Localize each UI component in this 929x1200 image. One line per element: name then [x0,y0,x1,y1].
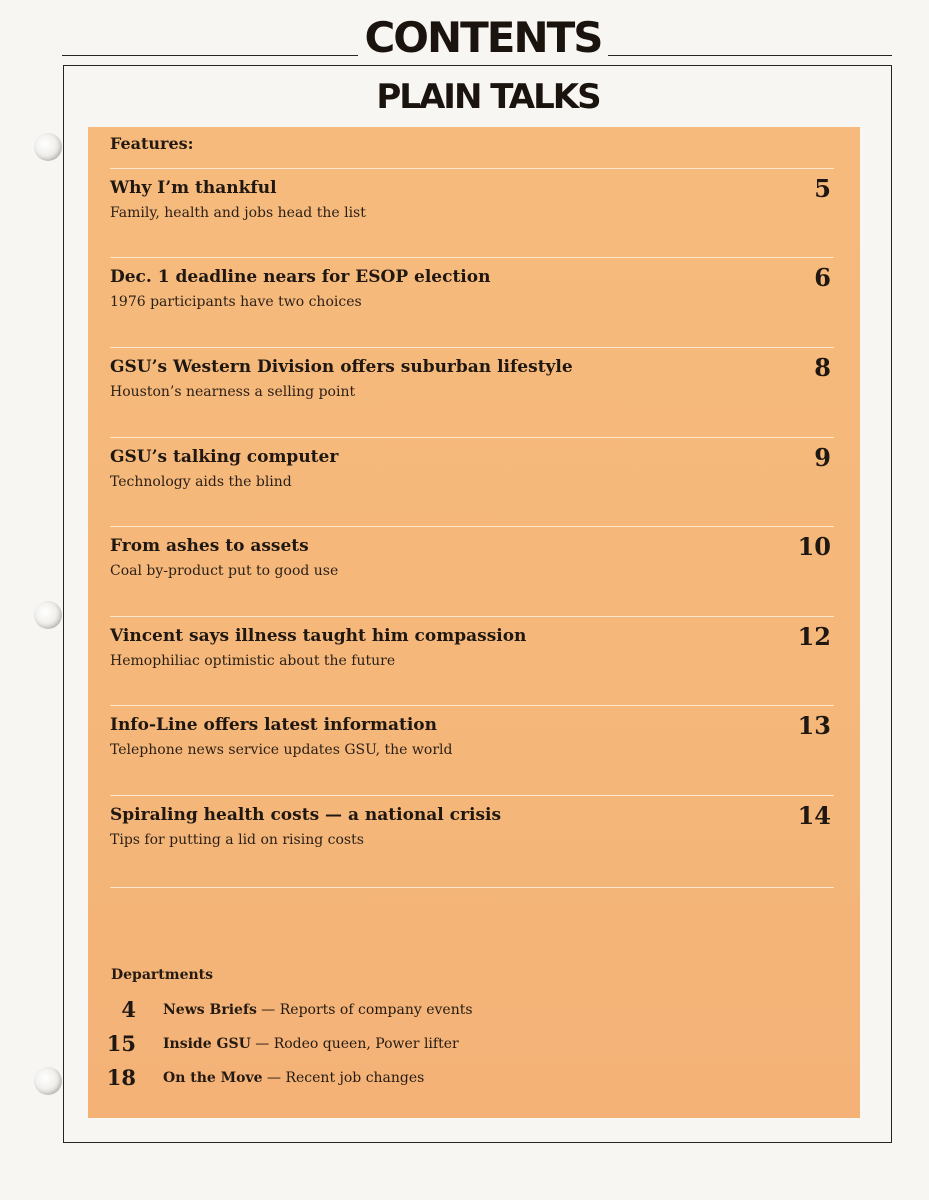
department-separator: — [256,1002,280,1018]
feature-item[interactable] [110,801,834,865]
department-page-number: 4 [121,997,136,1022]
feature-subtitle: Technology aids the blind [110,474,292,490]
feature-divider [110,168,834,169]
departments-heading: Departments [111,967,213,983]
feature-item[interactable] [110,174,834,238]
features-end-divider [110,887,834,888]
binder-hole-bottom [34,1067,62,1095]
department-description: Recent job changes [285,1070,425,1086]
feature-subtitle: Hemophiliac optimistic about the future [110,653,396,669]
feature-page-number: 12 [797,622,831,651]
department-entry [163,1070,424,1086]
page-title: CONTENTS [364,13,602,62]
feature-subtitle: 1976 participants have two choices [110,294,362,310]
feature-subtitle: Telephone news service updates GSU, the world [110,742,453,758]
department-entry [163,1002,473,1018]
feature-subtitle: Coal by-product put to good use [110,563,339,579]
feature-title: Dec. 1 deadline nears for ESOP election [110,267,491,287]
feature-item[interactable] [110,263,834,327]
feature-item[interactable] [110,443,834,507]
feature-subtitle: Houston’s nearness a selling point [110,384,356,400]
feature-subtitle: Tips for putting a lid on rising costs [110,832,364,848]
department-name: On the Move [163,1070,263,1086]
feature-page-number: 14 [797,801,831,830]
department-item[interactable] [106,1031,610,1059]
features-heading: Features: [110,134,194,153]
feature-title: GSU’s Western Division offers suburban lifestyle [110,357,573,377]
feature-page-number: 5 [814,174,831,203]
magazine-title: PLAIN TALKS [376,77,600,117]
department-page-number: 15 [106,1031,136,1056]
feature-page-number: 6 [814,263,831,292]
feature-title: GSU’s talking computer [110,447,339,467]
feature-page-number: 13 [797,711,831,740]
department-name: News Briefs [163,1002,257,1018]
department-item[interactable] [106,1065,610,1093]
department-name: Inside GSU [163,1036,251,1052]
feature-divider [110,705,834,706]
header-rule-left [62,55,358,56]
feature-divider [110,616,834,617]
feature-title: Spiraling health costs — a national crisis [110,805,502,825]
feature-subtitle: Family, health and jobs head the list [110,205,366,221]
department-separator: — [262,1070,286,1086]
feature-divider [110,437,834,438]
feature-divider [110,795,834,796]
feature-item[interactable] [110,532,834,596]
feature-title: From ashes to assets [110,536,309,556]
department-separator: — [250,1036,274,1052]
department-description: Reports of company events [279,1002,473,1018]
feature-page-number: 8 [814,353,831,382]
feature-divider [110,257,834,258]
feature-page-number: 9 [814,443,831,472]
feature-divider [110,526,834,527]
department-entry [163,1036,459,1052]
header-rule-right [608,55,892,56]
feature-title: Info-Line offers latest information [110,715,438,735]
department-item[interactable] [110,997,610,1025]
department-description: Rodeo queen, Power lifter [273,1036,459,1052]
feature-divider [110,347,834,348]
feature-item[interactable] [110,711,834,775]
feature-item[interactable] [110,622,834,686]
feature-page-number: 10 [797,532,831,561]
binder-hole-top [34,133,62,161]
feature-item[interactable] [110,353,834,417]
feature-title: Vincent says illness taught him compassion [110,626,527,646]
department-page-number: 18 [106,1065,136,1090]
feature-title: Why I’m thankful [110,178,277,198]
binder-hole-middle [34,601,62,629]
